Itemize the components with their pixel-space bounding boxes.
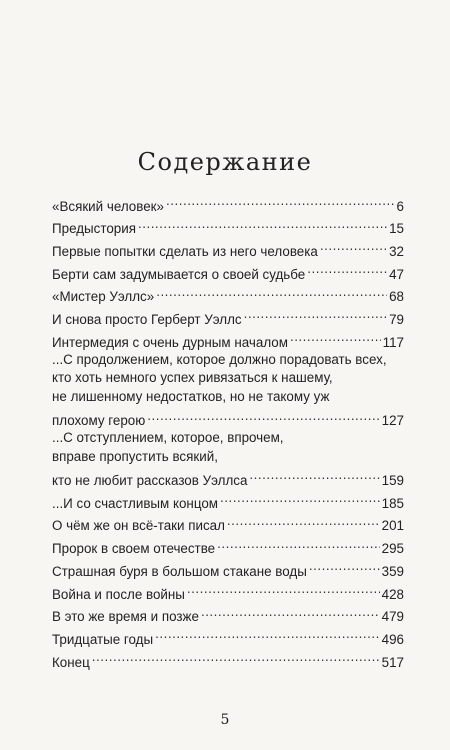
toc-entry-page: 185 — [381, 495, 404, 511]
toc-entry-title-line: Война и после войны — [52, 586, 185, 602]
toc-entry-page: 159 — [381, 473, 404, 489]
toc-entry-title-line: вправе пропустить всякий, — [52, 448, 218, 464]
toc-entry — [52, 429, 404, 489]
toc-entry — [52, 305, 404, 328]
toc-entry-title-line: Первые попытки сделать из него человека — [52, 243, 318, 259]
toc-entry-title-line: не лишенному недостатков, но не такому уж — [52, 389, 330, 404]
dot-leader — [166, 192, 395, 211]
toc-entry-title-line: кто не любит рассказов Уэллса — [52, 473, 248, 489]
toc-entry — [52, 283, 404, 305]
dot-leader — [227, 512, 380, 531]
dot-leader — [249, 466, 379, 485]
dot-leader — [92, 648, 380, 667]
toc-entry-page: 79 — [389, 312, 404, 328]
toc-entry-page: 479 — [381, 609, 404, 625]
toc-entry — [52, 557, 404, 579]
toc-entry-title-line: Страшная буря в большом стакане воды — [52, 563, 307, 579]
toc-entry-page: 15 — [389, 221, 404, 237]
toc-entry — [52, 489, 404, 511]
toc-entry-page: 6 — [396, 198, 404, 214]
toc-entry-page: 127 — [381, 413, 404, 429]
dot-leader — [320, 237, 387, 256]
dot-leader — [138, 215, 387, 234]
dot-leader — [156, 283, 387, 302]
toc-entry-page: 47 — [389, 266, 404, 282]
toc-entry-page: 359 — [381, 563, 404, 579]
dot-leader — [244, 305, 388, 324]
toc-entry-title-line: О чём же он всё-таки писал — [52, 518, 225, 534]
toc-entry-title-line: Предыстория — [52, 221, 136, 237]
dot-leader — [217, 535, 380, 554]
toc-entry-title-line: Берти сам задумывается о своей судьбе — [52, 266, 306, 282]
toc-entry-title-line: Тридцатые годы — [52, 631, 154, 647]
toc-entry — [52, 625, 404, 647]
dot-leader — [187, 580, 380, 599]
dot-leader — [290, 328, 381, 347]
toc-entry — [52, 237, 404, 259]
toc-entry-title-line: Интермедия с очень дурным началом — [52, 334, 288, 350]
toc-entry-title-line: «Мистер Уэллс» — [52, 289, 155, 305]
toc-entry-title-line: «Всякий человек» — [52, 198, 164, 214]
dot-leader — [201, 603, 380, 622]
toc-entry-page: 117 — [382, 334, 404, 350]
toc-entry — [52, 648, 404, 670]
table-of-contents — [52, 192, 404, 671]
toc-entry-title-line: кто хоть немного успех ривязаться к нашему, — [52, 370, 333, 386]
toc-entry-title-line: И снова просто Герберт Уэллс — [52, 312, 242, 328]
toc-entry — [52, 535, 404, 557]
toc-entry-page: 517 — [381, 654, 404, 670]
toc-entry — [52, 603, 404, 625]
toc-entry-page: 68 — [389, 289, 404, 305]
toc-entry — [52, 192, 404, 214]
toc-entry-page: 201 — [381, 518, 404, 534]
toc-entry — [52, 351, 404, 429]
page-title: Содержание — [137, 148, 313, 176]
toc-entry-title-line: ...С продолжением, которое должно порадовать всех, — [52, 351, 387, 367]
toc-entry-page: 428 — [381, 586, 404, 602]
toc-entry-page: 496 — [381, 631, 404, 647]
toc-entry — [52, 580, 404, 602]
dot-leader — [307, 260, 387, 279]
toc-entry-title-line: Пророк в своем отечестве — [52, 541, 216, 557]
toc-entry-title-line: ...И со счастливым концом — [52, 495, 219, 511]
toc-entry-title-line: ...С отступлением, которое, впрочем, — [52, 430, 284, 446]
dot-leader — [220, 489, 380, 508]
toc-entry-title-line: Конец — [52, 654, 90, 670]
toc-entry-title-line: В это же время и позже — [52, 609, 199, 625]
page-number: 5 — [220, 712, 230, 728]
toc-entry — [52, 260, 404, 282]
toc-entry-page: 295 — [381, 541, 404, 557]
toc-entry — [52, 215, 404, 237]
dot-leader — [155, 625, 380, 644]
toc-entry — [52, 328, 404, 350]
dot-leader — [309, 557, 380, 576]
toc-entry-title-line: плохому герою — [52, 413, 146, 429]
dot-leader — [147, 407, 379, 426]
toc-entry — [52, 512, 404, 534]
toc-entry-page: 32 — [389, 243, 404, 259]
